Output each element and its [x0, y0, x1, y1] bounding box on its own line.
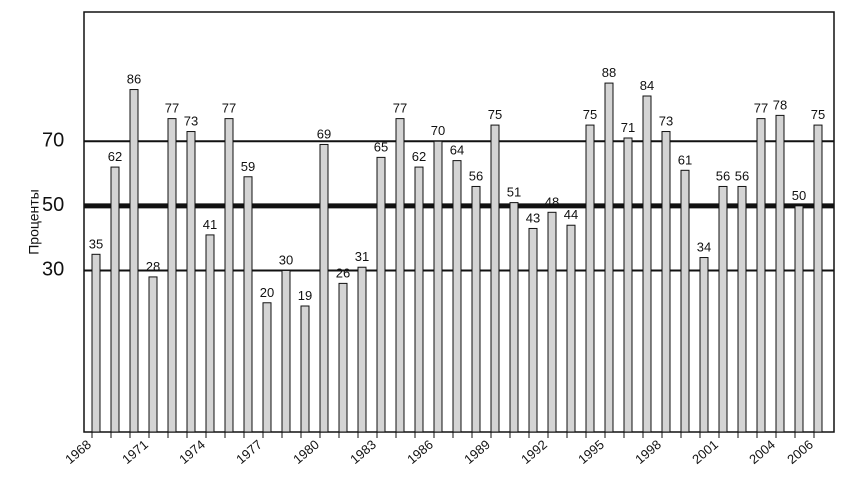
bar-1983	[377, 157, 385, 432]
bar-1988	[472, 186, 480, 432]
bar-1972	[168, 119, 176, 432]
data-label-1981: 26	[335, 265, 351, 281]
x-tick-label-1986: 1986	[404, 436, 436, 467]
bar-1969	[111, 167, 119, 432]
data-label-2000: 34	[696, 239, 712, 255]
bar-1986	[434, 141, 442, 432]
data-label-1994: 75	[582, 107, 598, 123]
data-label-1977: 20	[259, 284, 275, 300]
data-label-1991: 43	[525, 210, 541, 226]
data-label-2002: 56	[734, 168, 750, 184]
x-tick-label-1989: 1989	[461, 436, 493, 467]
x-tick-label-2001: 2001	[689, 436, 721, 467]
bar-1995	[605, 83, 613, 432]
x-tick-label-1998: 1998	[632, 436, 664, 467]
reference-label-50: 50	[42, 194, 65, 217]
bar-1977	[263, 303, 271, 432]
bar-1976	[244, 177, 252, 432]
bar-1979	[301, 306, 309, 432]
data-label-1975: 77	[221, 100, 237, 116]
bar-1970	[130, 90, 138, 432]
data-label-1984: 77	[392, 100, 408, 116]
bar-1987	[453, 161, 461, 432]
data-label-1968: 35	[88, 236, 104, 252]
bar-2003	[757, 119, 765, 432]
data-label-1987: 64	[449, 142, 465, 158]
data-label-1982: 31	[354, 249, 370, 265]
data-label-1983: 65	[373, 139, 389, 155]
data-label-1996: 71	[620, 120, 636, 135]
x-tick-label-2004: 2004	[746, 436, 778, 467]
data-label-1970: 86	[126, 71, 142, 87]
x-tick-label-1977: 1977	[233, 436, 265, 467]
data-label-1979: 19	[297, 288, 313, 303]
bar-1993	[567, 225, 575, 432]
x-tick-label-1968: 1968	[62, 436, 94, 467]
data-label-2001: 56	[715, 168, 731, 184]
data-label-1969: 62	[107, 149, 123, 165]
x-tick-label-1995: 1995	[575, 436, 607, 467]
data-label-1976: 59	[240, 158, 256, 174]
bar-1998	[662, 132, 670, 432]
y-axis-title: Проценты	[25, 189, 42, 255]
reference-label-30: 30	[42, 258, 65, 281]
data-label-1980: 69	[316, 126, 332, 142]
bar-1997	[643, 96, 651, 432]
bar-1975	[225, 119, 233, 432]
bar-1974	[206, 235, 214, 432]
x-tick-label-2006: 2006	[784, 436, 816, 467]
bar-1991	[529, 228, 537, 432]
data-label-2006: 75	[810, 107, 826, 123]
data-label-1997: 84	[639, 78, 655, 93]
x-tick-label-1992: 1992	[518, 436, 550, 467]
bar-1973	[187, 132, 195, 432]
bar-1989	[491, 125, 499, 432]
data-label-1990: 51	[506, 184, 522, 200]
data-label-1972: 77	[164, 100, 180, 116]
data-label-1978: 30	[278, 252, 294, 268]
data-label-2005: 50	[791, 187, 807, 203]
bar-1996	[624, 138, 632, 432]
bar-1999	[681, 170, 689, 432]
x-axis-ticks	[62, 432, 816, 467]
bar-1978	[282, 270, 290, 432]
data-label-1985: 62	[411, 149, 427, 165]
data-label-1986: 70	[430, 123, 446, 139]
data-label-1971: 28	[145, 258, 161, 274]
bar-2005	[795, 206, 803, 432]
bar-1971	[149, 277, 157, 432]
bar-1984	[396, 119, 404, 432]
data-label-2004: 78	[772, 97, 788, 113]
bar-1968	[92, 254, 100, 432]
data-label-1999: 61	[677, 152, 693, 168]
bar-2002	[738, 186, 746, 432]
x-tick-label-1971: 1971	[119, 436, 151, 467]
bar-1982	[358, 267, 366, 432]
data-label-1998: 73	[658, 113, 674, 129]
x-tick-label-1974: 1974	[176, 436, 208, 467]
bar-1990	[510, 203, 518, 432]
x-tick-label-1983: 1983	[347, 436, 379, 467]
bar-1992	[548, 212, 556, 432]
bar-1980	[320, 144, 328, 432]
data-label-1995: 88	[601, 65, 617, 81]
x-tick-label-1980: 1980	[290, 436, 322, 467]
bar-2001	[719, 186, 727, 432]
reference-label-70: 70	[42, 129, 65, 152]
data-label-1992: 48	[544, 194, 560, 210]
data-label-1988: 56	[468, 168, 484, 184]
bar-2000	[700, 258, 708, 432]
bar-1985	[415, 167, 423, 432]
data-label-1993: 44	[563, 207, 579, 223]
data-label-1973: 73	[183, 113, 199, 129]
bar-1994	[586, 125, 594, 432]
bar-2004	[776, 115, 784, 432]
data-label-1989: 75	[487, 107, 503, 123]
data-label-1974: 41	[202, 216, 218, 232]
data-label-2003: 77	[753, 100, 769, 116]
bar-2006	[814, 125, 822, 432]
bar-1981	[339, 283, 347, 432]
